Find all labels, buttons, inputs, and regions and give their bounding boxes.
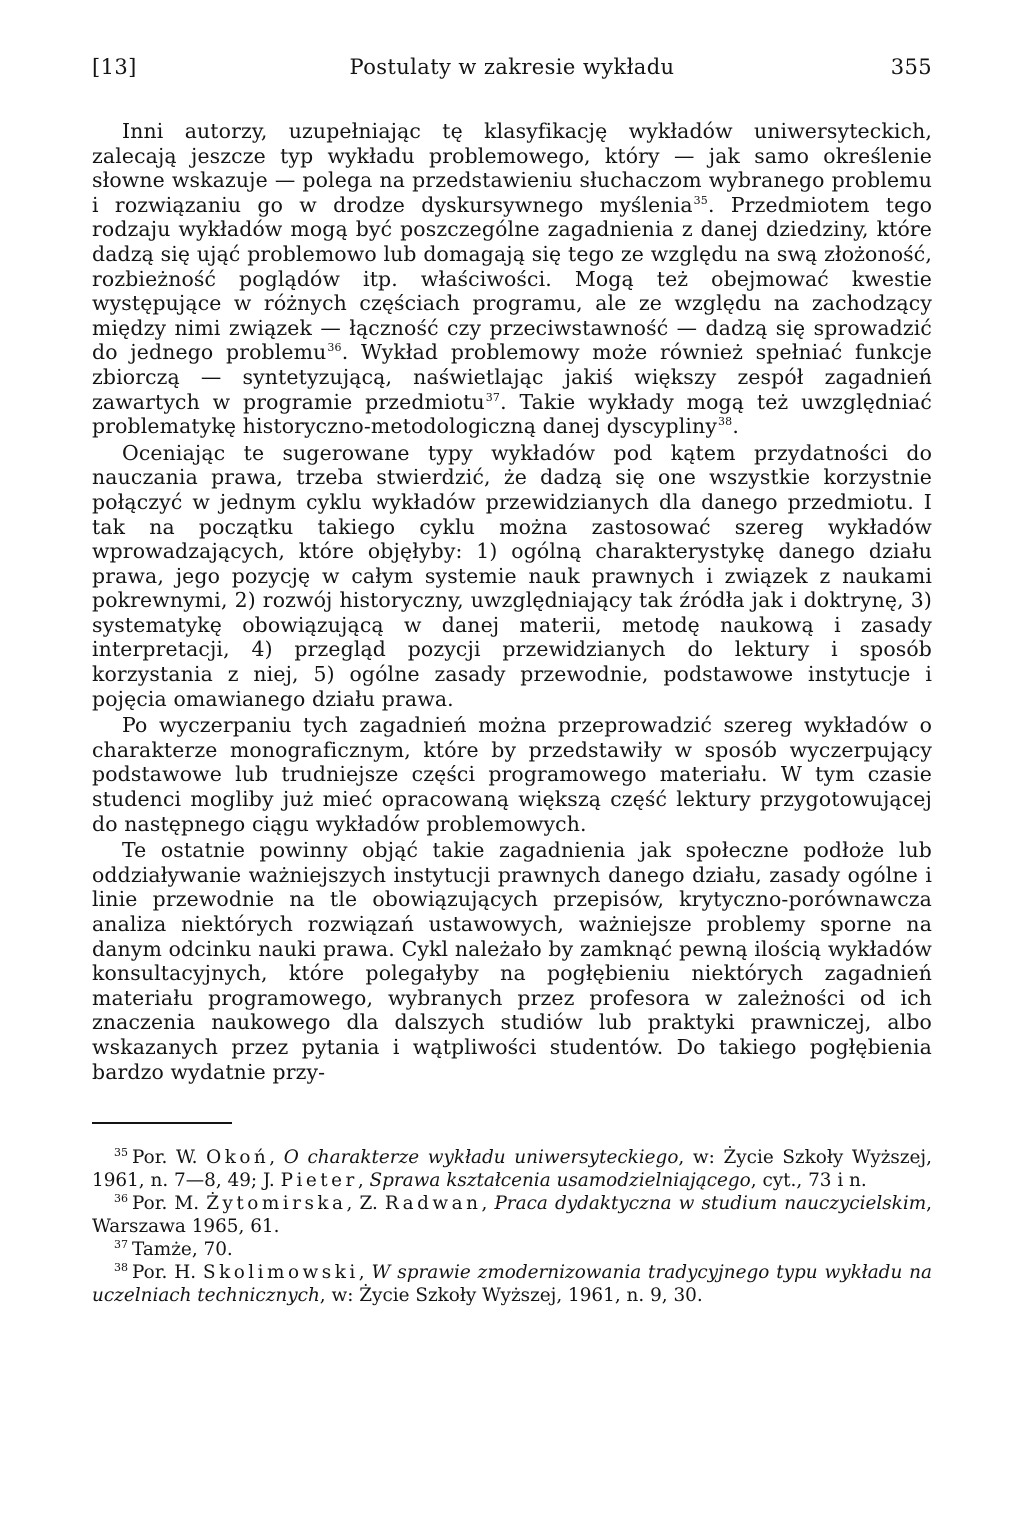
text-run: Inni autorzy, uzupełniając tę klasyfikację wykładów uniwersyteckich, zalecają jeszcze typ wykładu problemowego, który — jak samo określenie słowne wskazuje — polega na przedstawieniu słuchaczom wybranego problemu i rozwiązaniu go w drodze dyskursywnego myślenia	[92, 119, 932, 217]
running-head	[92, 55, 932, 89]
text-run: . Takie wykłady mogą też uwzględniać problematykę historyczno-metodologiczną danej dyscypliny	[92, 389, 932, 439]
footnote-ref-36: 36	[327, 341, 342, 355]
footnote-text: Por. W.	[132, 1147, 207, 1169]
footnotes	[92, 1146, 932, 1307]
section-reference: [13]	[92, 55, 137, 79]
running-title: Postulaty w zakresie wykładu	[349, 55, 675, 79]
footnote-text: , w: Życie Szkoły Wyższej, 1961, n. 9, 30.	[319, 1285, 703, 1307]
main-text	[92, 119, 932, 1084]
author-name: Radwan	[384, 1193, 482, 1215]
footnote-number: 38	[114, 1261, 128, 1275]
work-title: W sprawie zmodernizowania tradycyjnego typu wykładu na uczelniach technicznych	[92, 1262, 932, 1307]
paragraph-1	[92, 119, 932, 439]
author-name: Skolimowski	[202, 1262, 359, 1284]
footnote-text: ,	[358, 1262, 372, 1284]
footnote-number: 35	[114, 1146, 128, 1160]
footnote-38	[92, 1261, 932, 1307]
footnote-text: , w: Życie Szkoły Wyższej, 1961, n. 7—8, 49; J.	[92, 1147, 932, 1192]
footnote-35	[92, 1146, 932, 1192]
footnote-text: ,	[357, 1170, 370, 1192]
page-number: 355	[890, 55, 932, 79]
text-run: .	[732, 414, 739, 439]
footnote-ref-35: 35	[693, 193, 708, 207]
footnote-text: , cyt., 73 i n.	[750, 1170, 867, 1192]
footnote-text: Por. H.	[132, 1262, 203, 1284]
footnote-ref-38: 38	[718, 415, 733, 429]
footnote-text: , Z.	[346, 1193, 385, 1215]
footnote-text: Por. M.	[132, 1193, 207, 1215]
book-page	[92, 55, 932, 1307]
footnote-number: 36	[114, 1192, 128, 1206]
work-title: Sprawa kształcenia usamodzielniającego	[369, 1170, 751, 1192]
paragraph-3: Po wyczerpaniu tych zagadnień można przeprowadzić szereg wykładów o charakterze monograficznym, które by przedstawiły w sposób wyczerpujący podstawowe lub trudniejsze części programowego materiału. W tym czasie studenci mogliby już mieć opracowaną większą część lektury przygotowującej do następnego ciągu wykładów problemowych.	[92, 713, 932, 836]
author-name: Żytomirska	[206, 1193, 347, 1215]
footnote-text: Tamże, 70.	[132, 1239, 233, 1261]
footnote-text: ,	[481, 1193, 495, 1215]
text-run: . Wykład problemowy może również spełniać funkcje zbiorczą — syntetyzującą, naświetlając jakiś większy zespół zagadnień zawartych w programie przedmiotu	[92, 340, 932, 414]
footnote-text: ,	[269, 1147, 284, 1169]
author-name: Pieter	[280, 1170, 358, 1192]
footnote-text: , Warszawa 1965, 61.	[92, 1193, 932, 1238]
footnote-37	[92, 1238, 932, 1261]
work-title: Praca dydaktyczna w studium nauczycielskim	[494, 1193, 927, 1215]
author-name: Okoń	[206, 1147, 270, 1169]
footnote-36	[92, 1192, 932, 1238]
paragraph-2: Oceniając te sugerowane typy wykładów pod kątem przydatności do nauczania prawa, trzeba stwierdzić, że dadzą się one wszystkie korzystnie połączyć w jednym cyklu wykładów przewidzianych dla danego przedmiotu. I tak na początku takiego cyklu można zastosować szereg wykładów wprowadzających, które objęłyby: 1) ogólną charakterystykę danego działu prawa, jego pozycję w całym systemie nauk prawnych i związek z naukami pokrewnymi, 2) rozwój historyczny, uwzględniający tak źródła jak i doktrynę, 3) systematykę obowiązującą w danej materii, metodę naukową i zasady interpretacji, 4) przegląd pozycji przewidzianych do lektury i sposób korzystania z niej, 5) ogólne zasady przewodnie, podstawowe instytucje i pojęcia omawianego działu prawa.	[92, 440, 932, 711]
footnote-separator	[92, 1122, 232, 1124]
footnote-number: 37	[114, 1238, 128, 1252]
text-run: . Przedmiotem tego rodzaju wykładów mogą być poszczególne zagadnienia z danej dziedziny, które dadzą się ująć problemowo lub domagają się tego ze względu na swą złożoność, rozbieżność poglądów itp. właściwości. Mogą też obejmować kwestie występujące w różnych częściach programu, ale ze względu na zachodzący między nimi związek — łączność czy przeciwstawność — dadzą się sprowadzić do jednego problemu	[92, 192, 933, 365]
paragraph-4: Te ostatnie powinny objąć takie zagadnienia jak społeczne podłoże lub oddziaływanie ważniejszych instytucji prawnych danego działu, zasady ogólne i linie przewodnie na tle obowiązujących przepisów, krytyczno-porównawcza analiza niektórych rozwiązań ustawowych, ważniejsze problemy sporne na danym odcinku nauki prawa. Cykl należało by zamknąć pewną ilością wykładów konsultacyjnych, które polegałyby na pogłębieniu niektórych zagadnień materiału programowego, wybranych przez profesora w zależności od ich znaczenia naukowego dla dalszych studiów lub praktyki prawniczej, albo wskazanych przez pytania i wątpliwości studentów. Do takiego pogłębienia bardzo wydatnie przy-	[92, 838, 932, 1084]
footnote-ref-37: 37	[485, 390, 501, 404]
work-title: O charakterze wykładu uniwersyteckiego	[283, 1147, 679, 1169]
